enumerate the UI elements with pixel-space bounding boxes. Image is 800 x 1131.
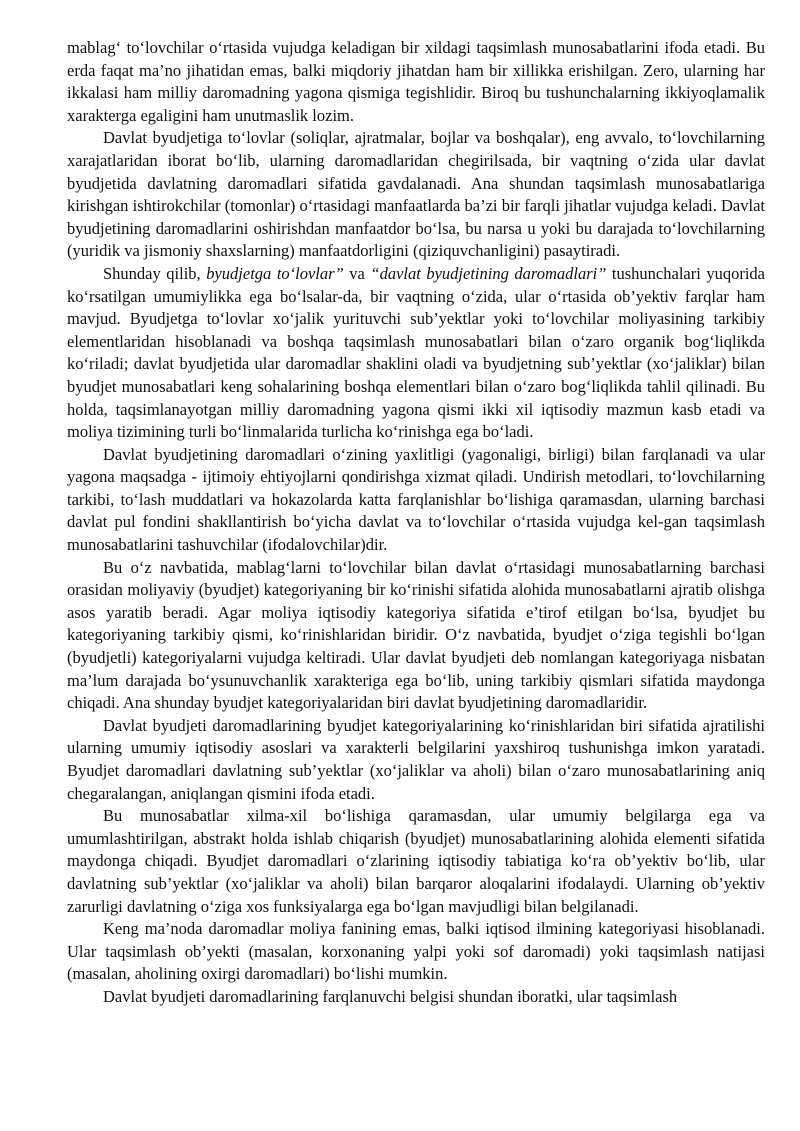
paragraph-6: Davlat byudjeti daromadlarining byudjet kategoriyalarining ko‘rinishlaridan biri sifatida ajratilishi ularning umumiy iqtisodiy asoslari va xarakterli belgilarini yaxshiroq tushunishga imkon yaratadi. Byudjet daromadlari davlatning sub’yektlar (xo‘jaliklar va aholi) bilan o‘zaro munosabatlarining aniq chegaralangan, aniqlangan qismini ifoda etadi.	[67, 715, 765, 803]
paragraph-4: Davlat byudjetining daromadlari o‘zining yaxlitligi (yagonaligi, birligi) bilan farqlanadi va ular yagona maqsadga - ijtimoiy ehtiyojlarni qondirishga xizmat qiladi. Undirish metodlari, to‘lovchilarning tarkibi, to‘lash muddatlari va hokazolarda katta farqlanishlar bo‘lishiga qaramasdan, ularning barchasi davlat pul fondini shakllantirish bo‘yicha davlat va to‘lovchilar o‘rtasida vujudga kel-gan taqsimlash munosabatlarini tashuvchilar (ifodalovchilar)dir.	[67, 444, 765, 555]
paragraph-5: Bu o‘z navbatida, mablag‘larni to‘lovchilar bilan davlat o‘rtasidagi munosabatlarning barchasi orasidan moliyaviy (byudjet) kategoriyaning bir ko‘rinishi sifatida alohida munosabatlarni ajratib olishga asos yaratib beradi. Agar moliya iqtisodiy kategoriya sifatida e’tirof etilgan bo‘lsa, byudjet bu kategoriyaning tarkibiy qismi, ko‘rinishlaridan biridir. O‘z navbatida, byudjet o‘ziga tegishli bo‘lgan (byudjetli) kategoriyalarni vujudga keltiradi. Ular davlat byudjeti deb nomlangan kategoriyaga nisbatan ma’lum darajada bo‘ysunuvchanlik xarakteriga ega bo‘lib, uning tarkibiy qismlari sifatida maydonga chiqadi. Ana shunday byudjet kategoriyalaridan biri davlat byudjetining daromadlaridir.	[67, 557, 765, 713]
paragraph-3-lead: Shunday qilib,	[103, 263, 207, 283]
paragraph-9: Davlat byudjeti daromadlarining farqlanuvchi belgisi shundan iboratki, ular taqsimlash	[103, 986, 678, 1006]
paragraph-1: mablag‘ to‘lovchilar o‘rtasida vujudga keladigan bir xildagi taqsimlash munosabatlarini ifoda etadi. Bu erda faqat ma’no jihatidan emas, balki miqdoriy jihatdan ham bir xillikka erishilgan. Zero, ularning har ikkalasi ham milliy daromadning yagona qismiga tegishlidir. Biroq bu tushunchalarning ikkiyoqlamalik xarakterga egaligini ham unutmaslik lozim.	[67, 38, 765, 125]
paragraph-8: Keng ma’noda daromadlar moliya fanining emas, balki iqtisod ilmining kategoriyasi hisoblanadi. Ular taqsimlash ob’yekti (masalan, korxonaning yalpi yoki sof daromadi) yoki taqsimlash natijasi (masalan, aholining oxirgi daromadlari) bo‘lishi mumkin.	[67, 919, 765, 984]
paragraph-3-body: tushunchalari yuqorida ko‘rsatilgan umumiylikka ega bo‘lsalar-da, bir vaqtning o‘zida, ular o‘rtasida ob’yektiv farqlar ham mavjud. Byudjetga to‘lovlar xo‘jalik yurituvchi sub’yektlar yoki to‘lovchilar moliyasining tarkibiy elementlaridan hisoblanadi va boshqa taqsimlash munosabatlari bilan o‘zaro organik bog‘liqlikda ko‘riladi; davlat byudjetida ular daromadlar shaklini oladi va byudjetning sub’yektlar (xo‘jaliklar) bilan byudjet munosabatlari keng sohalarining boshqa elementlari bilan o‘zaro bog‘liqlikda tahlil qilinadi. Bu holda, taqsimlanayotgan milliy daromadning yagona qismi ikki xil iqtisodiy mazmun kasb etadi va moliya tizimining turli bo‘linmalarida turlicha ko‘rinishga ega bo‘ladi.	[67, 263, 766, 442]
italic-term-davlat-byudjetining-daromadlari: “davlat byudjetining daromadlari”	[370, 263, 607, 283]
paragraph-3-conjunction: va	[343, 263, 371, 283]
paragraph-3	[67, 263, 765, 444]
paragraph-7: Bu munosabatlar xilma-xil bo‘lishiga qaramasdan, ular umumiy belgilarga ega va umumlashtirilgan, abstrakt holda ishlab chiqarish (byudjet) munosabatlarining alohida elementi sifatida maydonga chiqadi. Byudjet daromadlari o‘zlarining iqtisodiy tabiatiga ko‘ra ob’yektiv bo‘lib, ular davlatning sub’yektlar (xo‘jaliklar va aholi) bilan barqaror aloqalarini ifodalaydi. Ularning ob’yektiv zarurligi davlatning o‘ziga xos funksiyalarga ega bo‘lgan mavjudligi bilan belgilanadi.	[67, 806, 765, 916]
italic-term-byudjetga-tolovlar: byudjetga to‘lovlar”	[206, 263, 344, 283]
paragraph-2: Davlat byudjetiga to‘lovlar (soliqlar, ajratmalar, bojlar va boshqalar), eng avvalo, to‘lovchilarning xarajatlaridan iborat bo‘lib, ularning daromadlaridan chegirilsada, bir vaqtning o‘zida ular davlat byudjetida davlatning daromadlari sifatida gavdalanadi. Ana shundan taqsimlash munosabatlariga kirishgan ishtirokchilar (tomonlar) o‘rtasidagi manfaatlarda ba’zi bir farqli jihatlar vujudga keladi. Davlat byudjetining daromadlarini oshirishdan manfaatdor bo‘lsa, bu narsa u yoki bu darajada to‘lovchilarning (yuridik va jismoniy shaxslarning) manfaatdorligini (qiziquvchanligini) pasaytiradi.	[67, 128, 765, 261]
